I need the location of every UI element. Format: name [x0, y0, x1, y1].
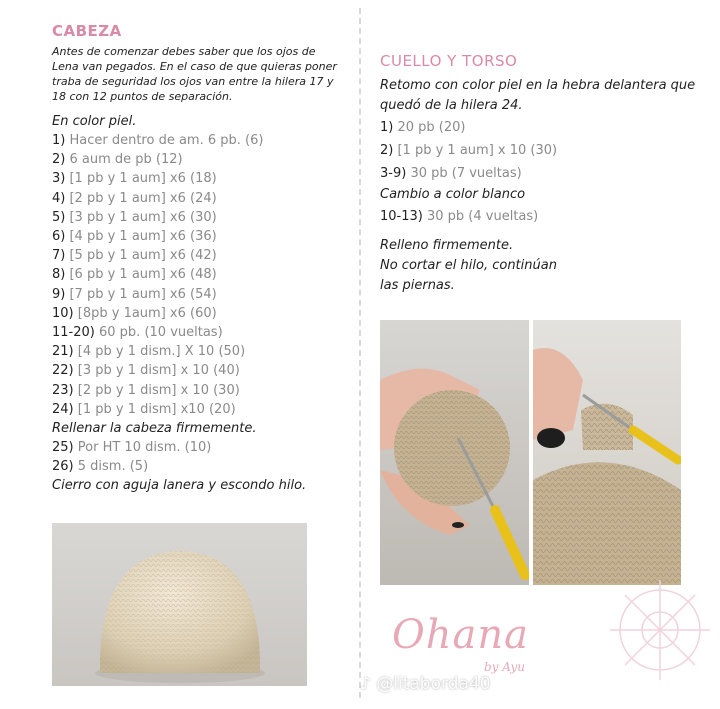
list-item: 9) [7 pb y 1 aum] x6 (54) — [52, 286, 217, 302]
head-section — [52, 22, 342, 495]
torso-rounds-list-2 — [380, 205, 700, 228]
list-item: 23) [2 pb y 1 dism] x 10 (30) — [52, 382, 240, 398]
list-item: 1) Hacer dentro de am. 6 pb. (6) — [52, 133, 264, 148]
continue-note-line-2: las piernas. — [380, 278, 455, 293]
head-closing-note: Cierro con aguja lanera y escondo hilo. — [52, 478, 307, 494]
list-item: 11-20) 60 pb. (10 vueltas) — [52, 325, 223, 341]
list-item: 26) 5 dism. (5) — [52, 459, 149, 475]
logo-byline: by Ayu — [484, 660, 525, 674]
head-title: CABEZA — [52, 22, 122, 40]
logo-wordmark: Ohana — [392, 612, 530, 658]
head-rounds-list-2 — [52, 438, 342, 476]
list-item: 8) [6 pb y 1 aum] x6 (48) — [52, 267, 217, 283]
list-item: 24) [1 pb y 1 dism] x10 (20) — [52, 401, 236, 417]
color-change-note: Cambio a color blanco — [380, 187, 526, 202]
decorative-pattern — [590, 520, 720, 709]
head-rounds-list — [52, 131, 342, 419]
head-photo — [52, 523, 307, 686]
neck-torso-section — [380, 52, 700, 296]
list-item: 10) [8pb y 1aum] x6 (60) — [52, 305, 217, 321]
torso-rounds-list — [380, 116, 700, 185]
list-item: 7) [5 pb y 1 aum] x6 (42) — [52, 248, 217, 264]
list-item: 25) Por HT 10 dism. (10) — [52, 440, 212, 456]
head-intro: En color piel. — [52, 114, 137, 129]
list-item: 4) [2 pb y 1 aum] x6 (24) — [52, 190, 217, 206]
continue-note-line-1: No cortar el hilo, continúan — [380, 258, 557, 273]
neck-torso-title: CUELLO Y TORSO — [380, 52, 518, 70]
torso-photo-hand — [380, 320, 529, 585]
torso-fill-note: Relleno firmemente. — [380, 238, 514, 253]
list-item: 2) [1 pb y 1 aum] x 10 (30) — [380, 143, 558, 158]
head-fill-note: Rellenar la cabeza firmemente. — [52, 421, 257, 437]
list-item: 3) [1 pb y 1 aum] x6 (18) — [52, 171, 217, 187]
eyes-note: Antes de comenzar debes saber que los ojos de Lena van pegados. En el caso de que quieras poner traba de seguridad los ojos van entre la hilera 17 y 18 con 12 puntos de separación. — [52, 45, 337, 103]
list-item: 10-13) 30 pb (4 vueltas) — [380, 209, 539, 224]
column-divider — [359, 8, 361, 698]
list-item: 22) [3 pb y 1 dism] x 10 (40) — [52, 363, 240, 379]
list-item: 5) [3 pb y 1 aum] x6 (30) — [52, 209, 217, 225]
list-item: 3-9) 30 pb (7 vueltas) — [380, 166, 522, 181]
list-item: 1) 20 pb (20) — [380, 120, 466, 135]
neck-torso-intro: Retomo con color piel en la hebra delantera que quedó de la hilera 24. — [380, 78, 696, 113]
list-item: 2) 6 aum de pb (12) — [52, 152, 183, 168]
list-item: 21) [4 pb y 1 dism.] X 10 (50) — [52, 344, 246, 360]
list-item: 6) [4 pb y 1 aum] x6 (36) — [52, 229, 217, 245]
tiktok-watermark: ♪ @litaborda40 — [360, 674, 491, 694]
